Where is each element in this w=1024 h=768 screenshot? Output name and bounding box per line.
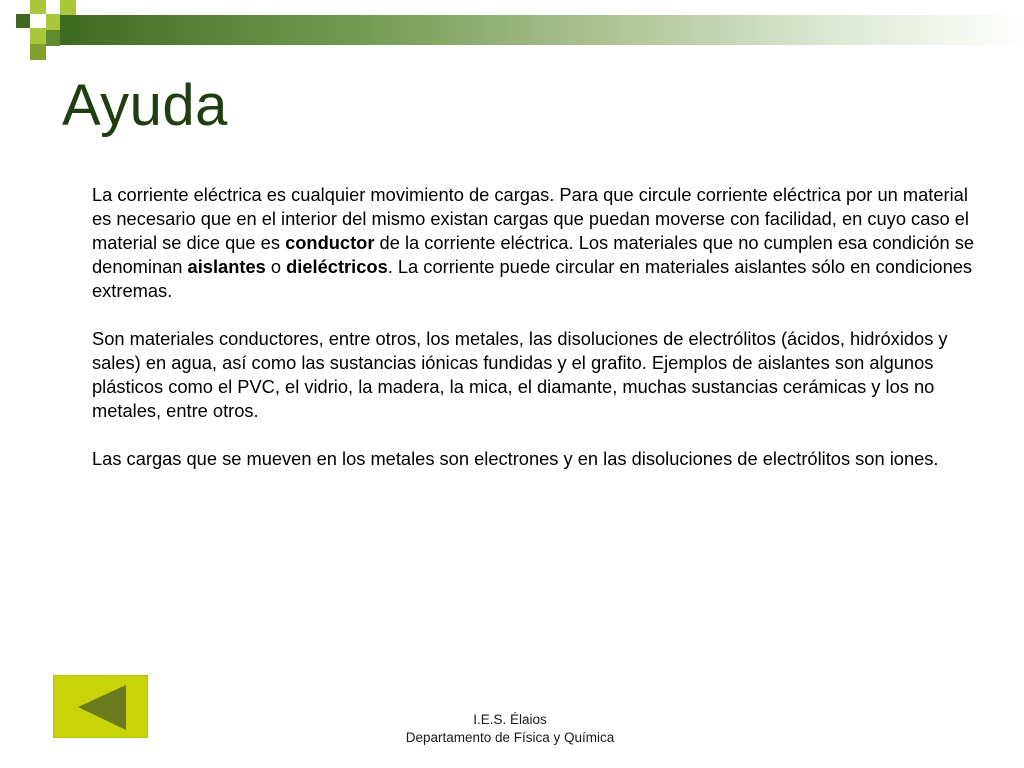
triangle-left-icon (54, 676, 149, 739)
decor-square (46, 14, 60, 30)
footer-school: I.E.S. Élaios (473, 712, 547, 727)
text-segment: Las cargas que se mueven en los metales son electrones y en las disoluciones de electrólitos son iones. (92, 448, 939, 469)
bold-term-conductor: conductor (285, 232, 375, 253)
decor-square (30, 0, 46, 14)
paragraph-1 (92, 183, 992, 303)
back-button[interactable] (53, 675, 148, 738)
text-segment: . La corriente puede circular en materiales aislantes sólo en condiciones extremas. (92, 256, 973, 301)
decor-square (16, 14, 30, 28)
text-segment: Son materiales conductores, entre otros, los metales, las disoluciones de electrólitos (ácidos, hidróxidos y sales) en agua, así como las sustancias iónicas fundidas y el grafito. Ejemplos de aislantes son algunos plásticos como el PVC, el vidrio, la madera, la mica, el diamante, muchas sustancias cerámicas y los no metales, entre otros. (92, 328, 948, 421)
body-text (92, 183, 992, 495)
text-segment: La corriente eléctrica es cualquier movimiento de cargas. Para que circule corriente eléctrica por un material es necesario que en el interior del mismo existan cargas que puedan moverse con facilidad, en cuyo caso el material se dice que es (92, 184, 969, 253)
footer (360, 711, 660, 747)
bold-term-aislantes: aislantes (187, 256, 266, 277)
bold-term-dielectricos: dieléctricos (286, 256, 388, 277)
decor-square (30, 28, 46, 44)
footer-department: Departamento de Física y Química (405, 730, 615, 745)
paragraph-3 (92, 447, 992, 471)
header-band (60, 15, 1024, 45)
text-segment: de la corriente eléctrica. Los materiales que no cumplen esa condición se denominan (92, 232, 975, 277)
decor-square (30, 44, 46, 60)
decor-square (60, 0, 76, 15)
decor-square (46, 30, 60, 46)
paragraph-2 (92, 327, 992, 423)
text-segment: o (265, 256, 287, 277)
slide-title: Ayuda (62, 73, 228, 138)
